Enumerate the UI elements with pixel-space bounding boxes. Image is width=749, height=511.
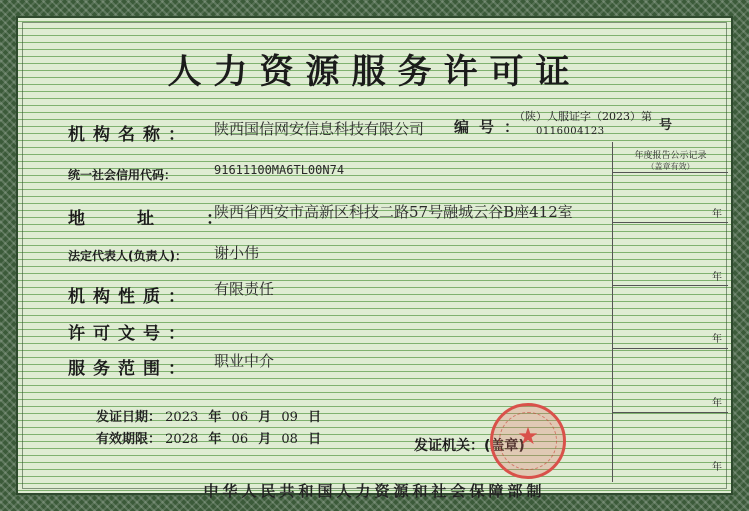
certificate-title: 人力资源服务许可证 (167, 52, 582, 92)
org-type-value: 有限责任 (214, 280, 275, 298)
valid-until-month: 06 (231, 432, 249, 447)
number-label: 编号： (454, 118, 530, 136)
annual-row-divider (613, 412, 728, 413)
annual-report-note: （盖章有效） (646, 162, 695, 171)
valid-until-day-unit: 日 (308, 432, 322, 447)
certificate-footer: 中华人民共和国人力资源和社会保障部制 (203, 482, 546, 500)
issue-date-row (96, 406, 327, 425)
scope-label: 服务范围： (68, 359, 193, 379)
issue-date-day-unit: 日 (308, 410, 322, 425)
annual-row-divider (613, 285, 728, 286)
org-type-label: 机构性质： (68, 287, 193, 307)
issue-date-year-unit: 年 (208, 410, 222, 425)
annual-row-divider (613, 222, 728, 223)
annual-year-4: 年 (712, 398, 722, 409)
valid-until-year: 2028 (165, 432, 199, 447)
annual-report-column (612, 142, 728, 482)
annual-year-3: 年 (712, 334, 722, 345)
address-label: 地址： (68, 209, 275, 229)
annual-report-header (613, 142, 728, 173)
official-seal (490, 403, 566, 479)
number-suffix: 号 (659, 118, 673, 133)
issue-date-year: 2023 (165, 410, 199, 425)
seal-star-icon: ★ (517, 422, 539, 450)
org-name-value: 陕西国信网安信息科技有限公司 (214, 120, 425, 138)
scope-value: 职业中介 (214, 352, 275, 370)
annual-row-divider (613, 348, 728, 349)
annual-year-5: 年 (712, 462, 722, 473)
issue-date-month-unit: 月 (258, 410, 272, 425)
credit-code-value: 91611100MA6TL00N74 (214, 163, 345, 177)
org-name-label: 机构名称： (68, 125, 193, 145)
valid-until-label: 有效期限： (96, 432, 162, 447)
valid-until-row (96, 428, 327, 447)
certificate-paper (16, 16, 733, 500)
issue-date-day: 09 (281, 410, 298, 425)
number-code: 0116004123 (536, 126, 605, 137)
credit-code-label: 统一社会信用代码： (68, 168, 177, 182)
valid-until-month-unit: 月 (258, 432, 272, 447)
permit-doc-label: 许可文号： (68, 324, 193, 344)
annual-report-title: 年度报告公示记录 (634, 151, 707, 161)
issuer-label: 发证机关：(盖章) (414, 438, 525, 454)
valid-until-day: 08 (281, 432, 298, 447)
issue-date-label: 发证日期： (96, 410, 162, 425)
issue-date-month: 06 (231, 410, 249, 425)
number-prefix: （陕）人服证字（2023）第 (514, 110, 652, 123)
legal-rep-value: 谢小伟 (214, 244, 260, 262)
annual-year-1: 年 (712, 209, 722, 220)
legal-rep-label: 法定代表人(负责人)： (68, 249, 187, 263)
annual-year-2: 年 (712, 272, 722, 283)
address-value: 陕西省西安市高新区科技二路57号融城云谷B座412室 (214, 203, 573, 221)
valid-until-year-unit: 年 (208, 432, 222, 447)
